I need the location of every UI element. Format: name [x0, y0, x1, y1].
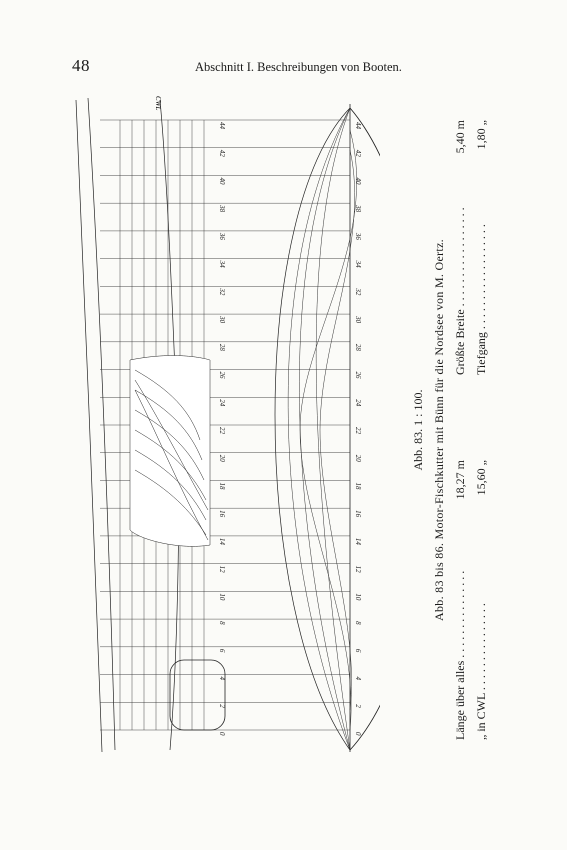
- running-head: Abschnitt I. Beschreibungen von Booten.: [195, 60, 402, 74]
- station-label: 12: [354, 565, 362, 573]
- station-label: 24: [354, 399, 362, 407]
- boat-lines-drawing: [60, 90, 380, 770]
- station-label: 42: [218, 149, 226, 157]
- station-label: 36: [354, 232, 362, 240]
- station-label: 28: [354, 343, 362, 351]
- station-label: 22: [218, 427, 226, 434]
- deck-line: [76, 100, 102, 752]
- station-label: 16: [218, 510, 226, 518]
- caption-title: Abb. 83 bis 86. Motor-Fischkutter mit Bünn für die Nordsee von M. Oertz.: [432, 239, 446, 621]
- waterline-label: CWL: [154, 96, 162, 111]
- station-label: 30: [354, 316, 362, 324]
- dim-row: [450, 460, 471, 740]
- dim-label: Größte Breite . . . . . . . . . . . . . . . . .: [453, 207, 467, 375]
- station-label: 10: [354, 593, 362, 601]
- dim-value: 15,60 „: [474, 460, 488, 496]
- station-label: 14: [354, 537, 362, 545]
- station-label: 38: [218, 205, 226, 213]
- station-label: 8: [218, 621, 226, 625]
- station-label: 6: [218, 648, 226, 653]
- rudder: [170, 660, 225, 730]
- dim-value: 5,40 m: [453, 120, 467, 154]
- station-label: 4: [218, 676, 226, 681]
- station-label: 44: [218, 122, 226, 129]
- station-label: 12: [218, 565, 226, 573]
- station-label: 16: [354, 510, 362, 518]
- dim-value: 1,80 „: [474, 120, 488, 150]
- station-label: 20: [218, 454, 226, 462]
- station-label: 8: [354, 621, 362, 625]
- station-label: 10: [218, 593, 226, 601]
- station-label: 18: [218, 482, 226, 490]
- dim-value: 18,27 m: [453, 460, 467, 500]
- lines-plan-svg: [60, 90, 380, 770]
- dim-row: [450, 120, 471, 375]
- sheer-line: [88, 98, 115, 750]
- caption-scale: Abb. 83. 1 : 100.: [411, 389, 425, 471]
- station-label: 20: [354, 454, 362, 462]
- station-label: 42: [354, 149, 362, 157]
- dim-row: [471, 460, 492, 740]
- dim-label: „ in CWL . . . . . . . . . . . . . . .: [474, 603, 488, 740]
- station-label: 28: [218, 343, 226, 351]
- dim-label: Tiefgang . . . . . . . . . . . . . . . . . .: [474, 224, 488, 375]
- waterlines: [288, 108, 357, 750]
- station-label: 24: [218, 399, 226, 407]
- station-label: 4: [354, 676, 362, 681]
- station-label: 22: [354, 427, 362, 434]
- station-label: 40: [218, 177, 226, 185]
- station-label: 32: [354, 288, 362, 296]
- station-label: 2: [218, 704, 226, 708]
- station-label: 26: [218, 371, 226, 379]
- station-label: 0: [218, 732, 226, 736]
- station-label: 38: [354, 205, 362, 213]
- station-label: 30: [218, 316, 226, 324]
- station-label: 18: [354, 482, 362, 490]
- station-label: 32: [218, 288, 226, 296]
- station-label: 36: [218, 232, 226, 240]
- page-number: 48: [72, 56, 90, 75]
- plan-outline-left: [275, 108, 350, 750]
- station-label: 6: [354, 648, 362, 653]
- station-label: 2: [354, 704, 362, 708]
- station-label: 40: [354, 177, 362, 185]
- dim-label: Länge über alles . . . . . . . . . . . . . . .: [453, 570, 467, 740]
- station-label: 14: [218, 537, 226, 545]
- dim-row: [471, 120, 492, 375]
- station-label: 34: [354, 260, 362, 268]
- dimensions-table: [450, 120, 492, 740]
- station-label: 26: [354, 371, 362, 379]
- station-label: 0: [354, 732, 362, 736]
- body-plan: [130, 356, 210, 547]
- station-label: 34: [218, 260, 226, 268]
- station-label: 44: [354, 122, 362, 129]
